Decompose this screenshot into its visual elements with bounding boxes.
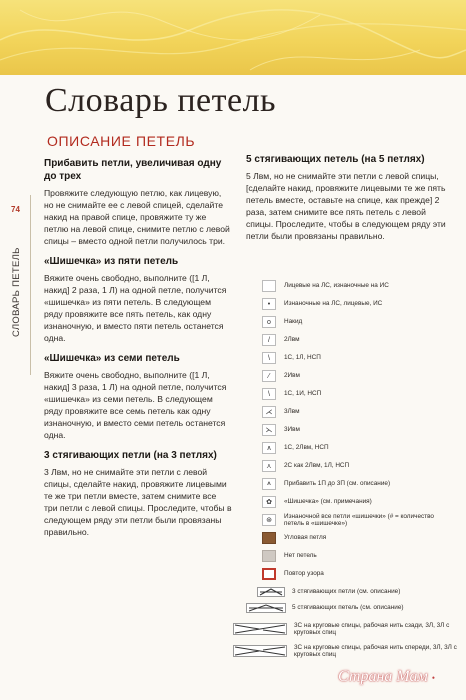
side-tab (11, 197, 29, 367)
legend-text: «Шишечка» (см. примечания) (284, 498, 372, 506)
legend-text: Повтор узора (284, 570, 324, 578)
p2tog-icon: ⁄ (262, 370, 276, 382)
watermark-text: Страна Мам (338, 668, 428, 685)
legend-text: Угловая петля (284, 534, 327, 542)
legend-row (262, 387, 449, 401)
knit-icon (262, 280, 276, 292)
legend-text: 3Ивм (284, 426, 300, 434)
legend-row (262, 495, 449, 509)
page-title: Словарь петель (45, 82, 277, 119)
no-stitch-swatch (262, 550, 276, 562)
purl-bobble-icon: ⊛ (262, 514, 276, 526)
legend-text: 3С на круговые спицы, рабочая нить сзади, 3Л, 3Л с круговых спиц (294, 621, 450, 636)
legend-row (232, 641, 459, 661)
corner-stitch-swatch (262, 532, 276, 544)
spp-icon: \ (262, 388, 276, 400)
section-heading: Прибавить петли, увеличивая одну до трех (44, 158, 222, 182)
legend-text: 3Лвм (284, 408, 300, 416)
section-gather-3 (44, 449, 232, 538)
purl-icon: • (262, 298, 276, 310)
section-text: 3 Лвм, но не снимайте эти петли с левой спицы, сделайте накид, провяжите лицевыми те же три петли вместе, затем снимите все три петли с левой спицы. Проследите, чтобы в следующем ряду эти петли были провязаны правильно. (44, 467, 232, 537)
legend-row (256, 585, 457, 599)
k3tog-icon: ⋌ (262, 406, 276, 418)
skp-icon: \ (262, 352, 276, 364)
section-heading: 3 стягивающих петли (на 3 петлях) (44, 450, 217, 461)
legend-row (262, 315, 449, 329)
increase-icon: ⩚ (262, 478, 276, 490)
legend-text: Накид (284, 318, 303, 326)
section-increase (44, 157, 232, 247)
gather-5-icon (246, 602, 286, 614)
legend-row (262, 423, 449, 437)
legend-text: 5 стягивающих петель (см. описание) (292, 604, 404, 612)
watermark-dot: • (431, 673, 435, 683)
legend-row (262, 531, 449, 545)
yarn-over-icon: o (262, 316, 276, 328)
legend-text: 1С, 2Лвм, НСП (284, 444, 329, 452)
page-subtitle: ОПИСАНИЕ ПЕТЕЛЬ (47, 133, 196, 149)
legend-text: 2Ивм (284, 372, 300, 380)
legend-text: 1С, 1И, НСП (284, 390, 322, 398)
k2tog-icon: / (262, 334, 276, 346)
legend-row (262, 369, 449, 383)
section-text: Вяжите очень свободно, выполните ([1 Л, накид] 3 раза, 1 Л) на одной петле, получится «шишечка» из семи петель. В следующем ряду провяжите все семь петель как одну изнаночную, и вместо семи петель останется одна. (44, 370, 227, 440)
repeat-swatch (262, 568, 276, 580)
header-banner (0, 0, 466, 75)
legend-text: 3 стягивающих петли (см. описание) (292, 588, 401, 596)
legend-row (262, 279, 449, 293)
legend-row (246, 601, 457, 615)
section-bobble-5 (44, 255, 232, 344)
legend-row (262, 351, 449, 365)
section-bobble-7 (44, 352, 232, 441)
legend-text: 2С как 2Лвм, 1Л, НСП (284, 462, 350, 470)
legend-row (262, 549, 449, 563)
legend-row (262, 297, 449, 311)
page-number: 74 (11, 205, 20, 214)
decorative-swirls (0, 0, 466, 75)
left-column (44, 157, 232, 546)
legend-text: Изнаночной все петли «шишечки» (# = количество петель в «шишечке») (284, 512, 434, 527)
legend-text: Нет петель (284, 552, 317, 560)
legend-text: Прибавить 1П до 3П (см. описание) (284, 480, 391, 488)
section-heading: «Шишечка» из пяти петель (44, 256, 179, 267)
gather-3-icon (256, 586, 286, 598)
legend-row (232, 619, 459, 639)
centered-dec-icon: ⋏ (262, 460, 276, 472)
legend-row (262, 567, 449, 581)
side-rule (30, 195, 31, 375)
section-text: Провяжите следующую петлю, как лицевую, но не снимайте ее с левой спицей, сделайте накид на правой спице, провяжите ту же петлю на левой спице, снимите петлю с левой спицы – вместо одной петли получилось три. (44, 188, 230, 246)
section-text: 5 Лвм, но не снимайте эти петли с левой спицы, [сделайте накид, провяжите лицевыми те же пять петель вместе, оставьте на спице, как прежде] 2 раза, затем снимите все пять петель с левой спицы. Проследите, чтобы в следующем ряду эти петли были провязаны правильно. (246, 171, 446, 241)
bobble-icon: ✿ (262, 496, 276, 508)
legend-text: 1С, 1Л, НСП (284, 354, 321, 362)
cable-front-icon (232, 645, 288, 657)
sk2p-icon: ∧ (262, 442, 276, 454)
legend-text: 3С на круговые спицы, рабочая нить спереди, 3Л, 3Л с круговых спиц (294, 643, 457, 658)
legend-text: Изнаночные на ЛС, лицевые, ИС (284, 300, 383, 308)
section-heading: «Шишечка» из семи петель (44, 353, 180, 364)
legend-row (262, 333, 449, 347)
legend-text: 2Лвм (284, 336, 300, 344)
section-text: Вяжите очень свободно, выполните ([1 Л, накид] 2 раза, 1 Л) на одной петле, получится «шишечка» из пяти петель. В следующем ряду провяжите все пять петель, как одну изнаночную, и вместо пяти петель останется одна. (44, 273, 227, 343)
p3tog-icon: ⋋ (262, 424, 276, 436)
right-column (246, 153, 446, 250)
legend-row (262, 477, 449, 491)
watermark-logo (338, 668, 435, 686)
legend-row (262, 459, 449, 473)
legend-row (262, 441, 449, 455)
legend-row (262, 405, 449, 419)
legend-row (262, 513, 449, 527)
section-label: СЛОВАРЬ ПЕТЕЛЬ (11, 247, 22, 337)
legend-text: Лицевые на ЛС, изнаночные на ИС (284, 282, 389, 290)
cable-back-icon (232, 623, 288, 635)
section-heading: 5 стягивающих петель (на 5 петлях) (246, 154, 425, 165)
